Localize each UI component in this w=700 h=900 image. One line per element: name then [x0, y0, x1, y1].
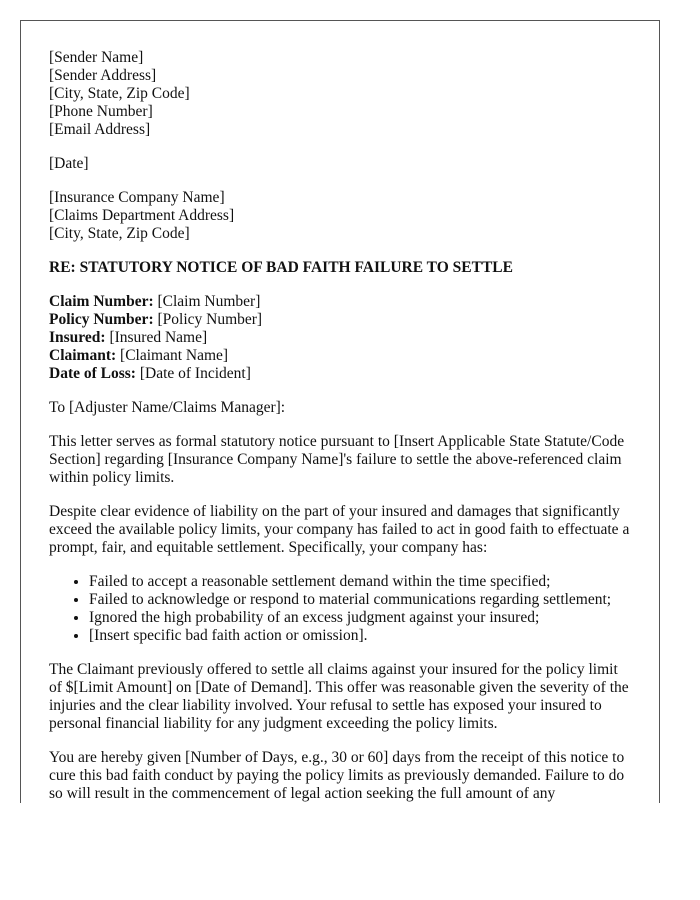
paragraph-settlement-offer: The Claimant previously offered to settle all claims against your insured for the policy limit of $[Limit Amount] on [Date of Demand]. This offer was reasonable given the severity of the injuries and the clear liability involved. Your refusal to settle has exposed your insured to personal financial liability for any judgment exceeding the policy limits. — [49, 661, 629, 732]
claim-number-label: Claim Number: — [49, 293, 154, 310]
claim-number-row — [49, 293, 631, 311]
claimant-value: [Claimant Name] — [116, 347, 229, 364]
policy-number-row — [49, 311, 631, 329]
letter-page — [20, 20, 660, 803]
sender-email: [Email Address] — [49, 121, 151, 138]
paragraph-cure-period: You are hereby given [Number of Days, e.g., 30 or 60] days from the receipt of this notice to cure this bad faith conduct by paying the policy limits as previously demanded. Failure to do so will result in the commencement of legal action seeking the full amount of any — [49, 749, 625, 802]
letter-body — [21, 21, 659, 803]
list-item: • Failed to acknowledge or respond to material communications regarding settlement; — [89, 591, 631, 609]
list-item: • [Insert specific bad faith action or omission]. — [89, 627, 631, 645]
claimant-row — [49, 347, 631, 365]
recipient-company: [Insurance Company Name] — [49, 189, 225, 206]
sender-name: [Sender Name] — [49, 49, 144, 66]
sender-block — [49, 49, 631, 139]
insured-label: Insured: — [49, 329, 106, 346]
claim-number-value: [Claim Number] — [153, 293, 261, 310]
sender-address: [Sender Address] — [49, 67, 157, 84]
paragraph-bad-faith: Despite clear evidence of liability on the part of your insured and damages that significantly exceed the available policy limits, your company has failed to act in good faith to effectuate a prompt, fair, and equitable settlement. Specifically, your company has: — [49, 503, 630, 556]
claimant-label: Claimant: — [49, 347, 117, 364]
subject-line: RE: STATUTORY NOTICE OF BAD FAITH FAILURE TO SETTLE — [49, 259, 513, 276]
policy-number-value: [Policy Number] — [153, 311, 263, 328]
bad-faith-list — [49, 573, 631, 645]
date-of-loss-row — [49, 365, 631, 383]
date-block — [49, 155, 631, 173]
sender-city-state-zip: [City, State, Zip Code] — [49, 85, 190, 102]
claim-details — [49, 293, 631, 383]
sender-phone: [Phone Number] — [49, 103, 153, 120]
list-item: • Failed to accept a reasonable settlement demand within the time specified; — [89, 573, 631, 591]
date-of-loss-label: Date of Loss: — [49, 365, 136, 382]
insured-row — [49, 329, 631, 347]
recipient-block — [49, 189, 631, 243]
list-item: • Ignored the high probability of an excess judgment against your insured; — [89, 609, 631, 627]
policy-number-label: Policy Number: — [49, 311, 154, 328]
recipient-city-state-zip: [City, State, Zip Code] — [49, 225, 190, 242]
salutation: To [Adjuster Name/Claims Manager]: — [49, 399, 286, 416]
date-of-loss-value: [Date of Incident] — [135, 365, 251, 382]
paragraph-statutory-notice: This letter serves as formal statutory notice pursuant to [Insert Applicable State Statute/Code Section] regarding [Insurance Company Name]'s failure to settle the above-referenced claim within policy limits. — [49, 433, 625, 486]
recipient-address: [Claims Department Address] — [49, 207, 235, 224]
insured-value: [Insured Name] — [105, 329, 208, 346]
letter-date: [Date] — [49, 155, 89, 172]
